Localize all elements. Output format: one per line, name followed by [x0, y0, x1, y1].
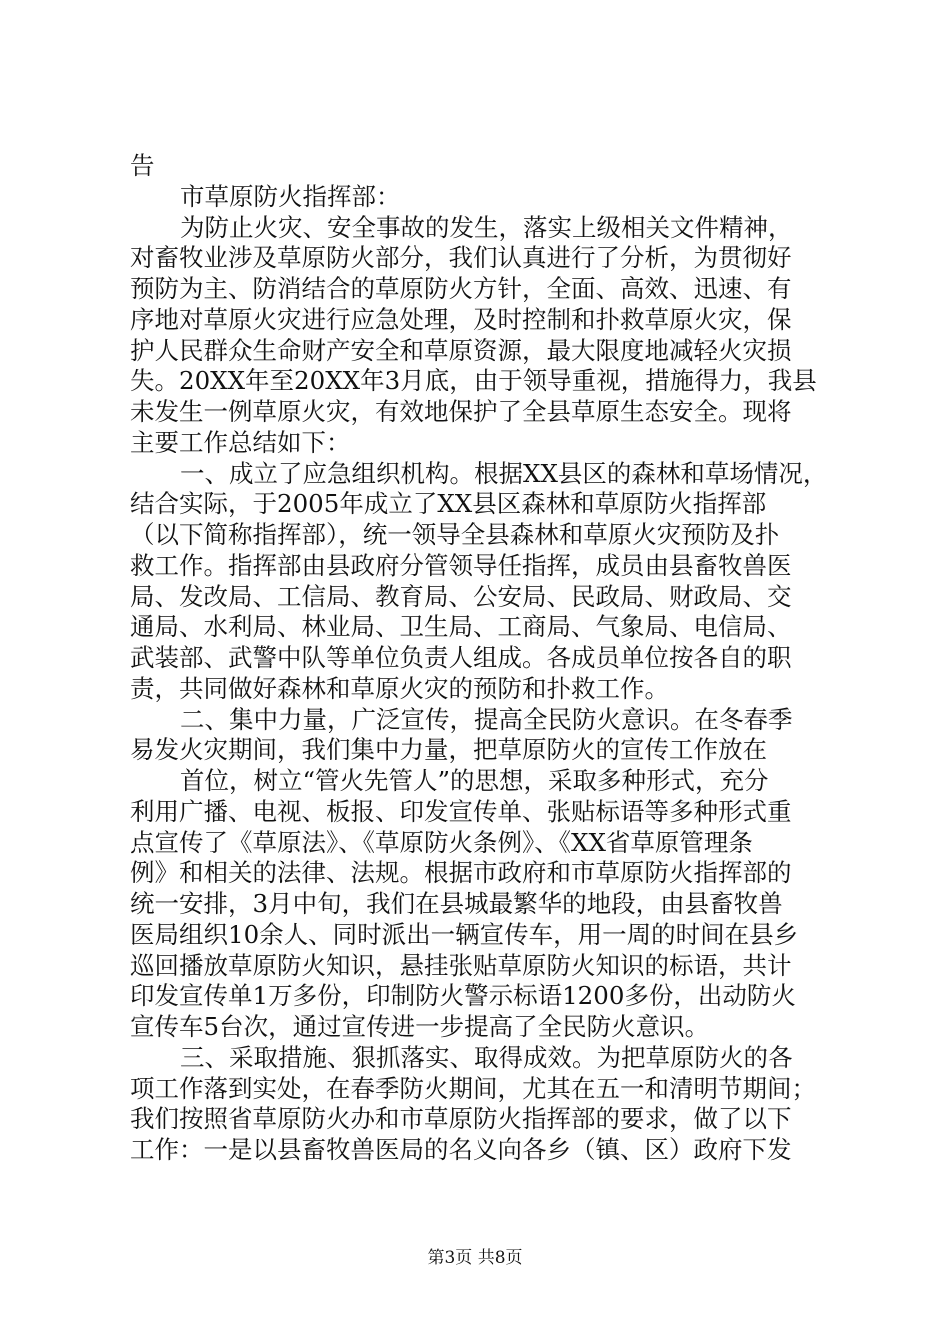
page-footer: 第3页 共8页	[427, 1248, 523, 1268]
text-line: 例》和相关的法律、法规。根据市政府和市草原防火指挥部的	[130, 858, 792, 887]
text-line: 点宣传了《草原法》、《草原防火条例》、《XX省草原管理条	[130, 828, 753, 857]
text-line: 工作：一是以县畜牧兽医局的名义向各乡（镇、区）政府下发	[130, 1135, 792, 1164]
text-line: 序地对草原火灾进行应急处理，及时控制和扑救草原火灾，保	[130, 305, 792, 334]
text-line: 局、发改局、工信局、教育局、公安局、民政局、财政局、交	[130, 582, 792, 611]
text-line: （以下简称指挥部），统一领导全县森林和草原火灾预防及扑	[130, 520, 780, 549]
text-line: 主要工作总结如下：	[130, 428, 351, 457]
text-line: 救工作。指挥部由县政府分管领导任指挥，成员由县畜牧兽医	[130, 551, 792, 580]
text-line: 为防止火灾、安全事故的发生，落实上级相关文件精神，	[180, 213, 793, 242]
text-line: 易发火灾期间，我们集中力量，把草原防火的宣传工作放在	[130, 735, 767, 764]
text-line: 责，共同做好森林和草原火灾的预防和扑救工作。	[130, 674, 669, 703]
text-line: 告	[130, 151, 155, 180]
text-line: 首位，树立“管火先管人”的思想，采取多种形式，充分	[180, 766, 769, 795]
text-line: 统一安排，3月中旬，我们在县城最繁华的地段，由县畜牧兽	[130, 889, 783, 918]
text-line: 印发宣传单1万多份，印制防火警示标语1200多份，出动防火	[130, 981, 796, 1010]
text-line: 结合实际，于2005年成立了XX县区森林和草原防火指挥部	[130, 489, 767, 518]
text-line: 武装部、武警中队等单位负责人组成。各成员单位按各自的职	[130, 643, 792, 672]
text-line: 对畜牧业涉及草原防火部分，我们认真进行了分析，为贯彻好	[130, 243, 792, 272]
text-line: 我们按照省草原防火办和市草原防火指挥部的要求，做了以下	[130, 1104, 792, 1133]
text-line: 项工作落到实处，在春季防火期间，尤其在五一和清明节期间；	[130, 1074, 816, 1103]
text-line: 医局组织10余人、同时派出一辆宣传车，用一周的时间在县乡	[130, 920, 799, 949]
text-line: 三、采取措施、狠抓落实、取得成效。为把草原防火的各	[180, 1043, 793, 1072]
text-line: 护人民群众生命财产安全和草原资源，最大限度地减轻火灾损	[130, 336, 792, 365]
text-line: 宣传车5台次，通过宣传进一步提高了全民防火意识。	[130, 1012, 710, 1041]
text-line: 失。20XX年至20XX年3月底，由于领导重视，措施得力，我县	[130, 366, 817, 395]
text-line: 通局、水利局、林业局、卫生局、工商局、气象局、电信局、	[130, 612, 792, 641]
text-line: 二、集中力量，广泛宣传，提高全民防火意识。在冬春季	[180, 705, 793, 734]
text-line: 巡回播放草原防火知识，悬挂张贴草原防火知识的标语，共计	[130, 951, 792, 980]
text-line: 预防为主、防消结合的草原防火方针，全面、高效、迅速、有	[130, 274, 792, 303]
text-line: 市草原防火指挥部：	[180, 182, 401, 211]
text-line: 一、成立了应急组织机构。根据XX县区的森林和草场情况，	[180, 459, 828, 488]
text-line: 利用广播、电视、板报、印发宣传单、张贴标语等多种形式重	[130, 797, 792, 826]
text-line: 未发生一例草原火灾，有效地保护了全县草原生态安全。现将	[130, 397, 792, 426]
